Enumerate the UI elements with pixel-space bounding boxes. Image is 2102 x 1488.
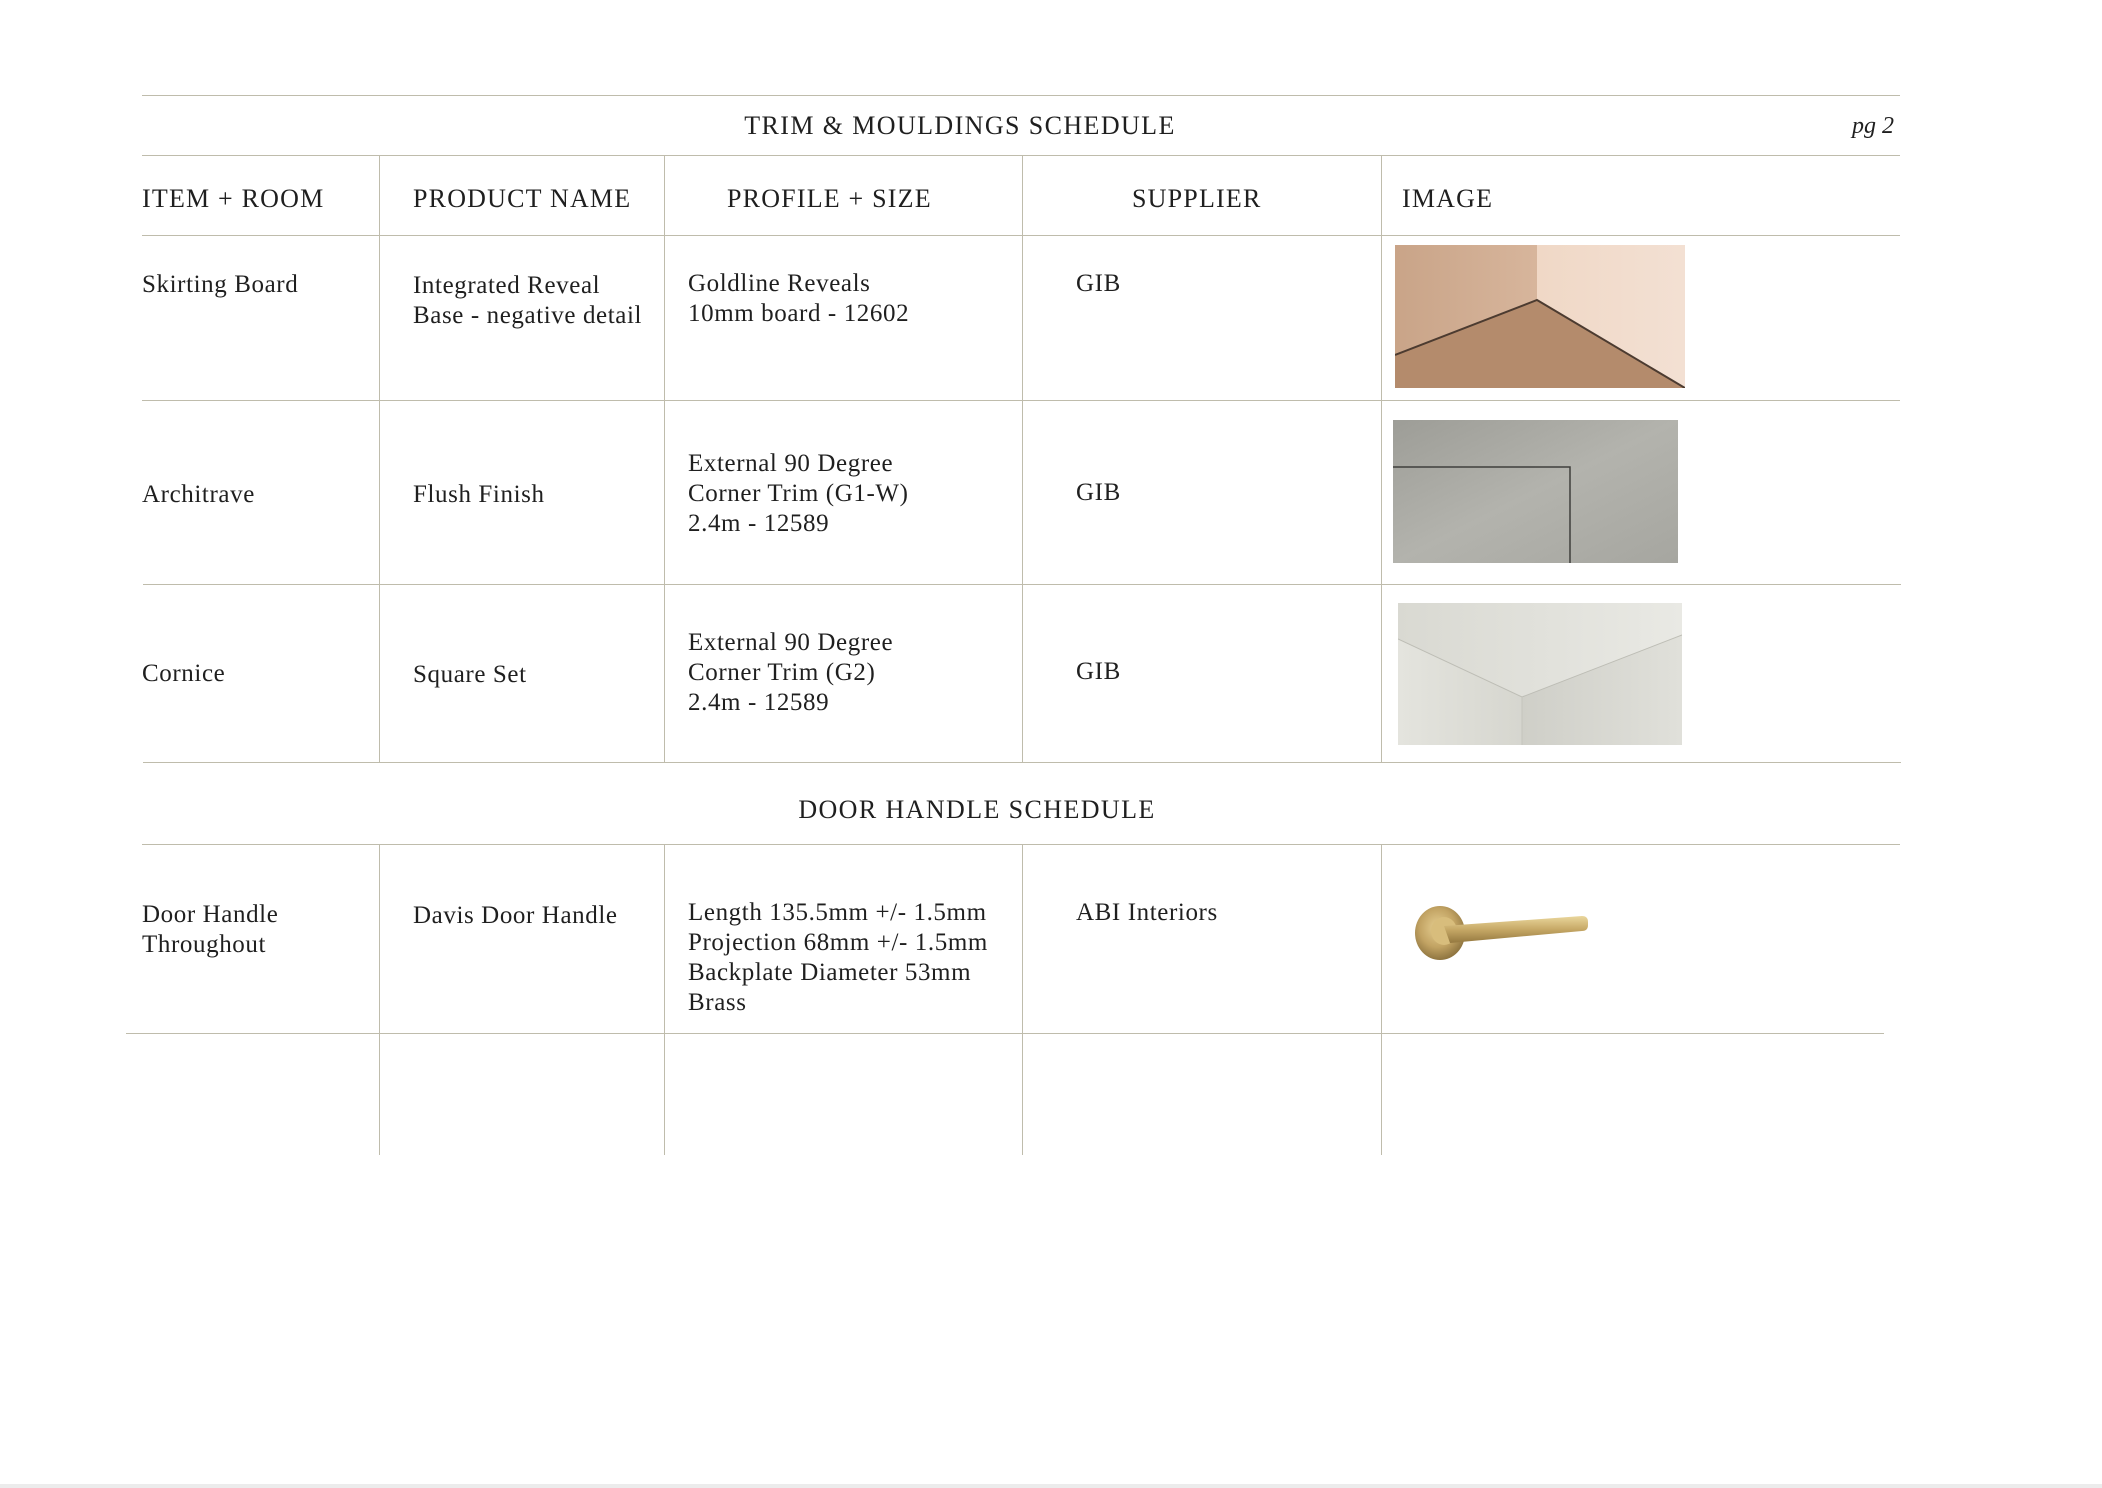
table-row-skirting-item: Skirting Board (142, 271, 299, 298)
page-number: pg 2 (1852, 113, 1894, 139)
col-rule-4 (1381, 155, 1382, 762)
cornice-photo-graphic (1398, 603, 1682, 745)
rule-row-1 (142, 400, 1900, 401)
rule-under-title (142, 155, 1900, 156)
col-rule-4b (1381, 844, 1382, 1155)
rule-under-door-title (142, 844, 1900, 845)
brass-lever-handle-photo (1410, 895, 1600, 970)
col-rule-2 (664, 155, 665, 762)
table-row-door-profile: Length 135.5mm +/- 1.5mm Projection 68mm +/- 1.5mm Backplate Diameter 53mm Brass (688, 899, 988, 1016)
table-row-architrave-profile: External 90 Degree Corner Trim (G1-W) 2.4m - 12589 (688, 450, 909, 537)
table-row-skirting-supplier: GIB (1076, 270, 1121, 297)
table-row-skirting-profile: Goldline Reveals 10mm board - 12602 (688, 270, 910, 327)
table-row-architrave-product: Flush Finish (413, 481, 545, 508)
table-row-cornice-product: Square Set (413, 661, 527, 688)
table-row-door-item: Door Handle Throughout (142, 901, 279, 958)
skirting-photo-graphic (1395, 245, 1685, 388)
header-supplier: SUPPLIER (1132, 184, 1262, 213)
table-row-door-supplier: ABI Interiors (1076, 899, 1218, 926)
rule-row-4 (126, 1033, 1884, 1034)
rule-top (142, 95, 1900, 96)
skirting-reveal-photo (1395, 245, 1685, 388)
square-set-cornice-photo (1398, 603, 1682, 745)
header-product-name: PRODUCT NAME (413, 184, 632, 213)
col-rule-1b (379, 844, 380, 1155)
col-rule-2b (664, 844, 665, 1155)
flush-architrave-photo (1393, 420, 1678, 563)
table-row-cornice-supplier: GIB (1076, 658, 1121, 685)
rule-under-headers (142, 235, 1900, 236)
col-rule-3b (1022, 844, 1023, 1155)
table-row-architrave-item: Architrave (142, 481, 255, 508)
table-row-skirting-product: Integrated Reveal Base - negative detail (413, 272, 643, 329)
architrave-photo-graphic (1393, 420, 1678, 563)
page-bottom-edge (0, 1484, 2102, 1488)
table-row-cornice-item: Cornice (142, 660, 226, 687)
table-row-architrave-supplier: GIB (1076, 479, 1121, 506)
col-rule-1 (379, 155, 380, 762)
table-row-door-product: Davis Door Handle (413, 902, 618, 929)
header-profile-size: PROFILE + SIZE (727, 184, 932, 213)
rule-row-3 (143, 762, 1901, 763)
table-row-cornice-profile: External 90 Degree Corner Trim (G2) 2.4m - 12589 (688, 629, 894, 716)
door-handle-graphic (1410, 895, 1600, 970)
trim-schedule-title: TRIM & MOULDINGS SCHEDULE (744, 111, 1176, 140)
header-image: IMAGE (1402, 184, 1494, 213)
door-schedule-title: DOOR HANDLE SCHEDULE (798, 795, 1156, 824)
header-item-room: ITEM + ROOM (142, 184, 325, 213)
col-rule-3 (1022, 155, 1023, 762)
